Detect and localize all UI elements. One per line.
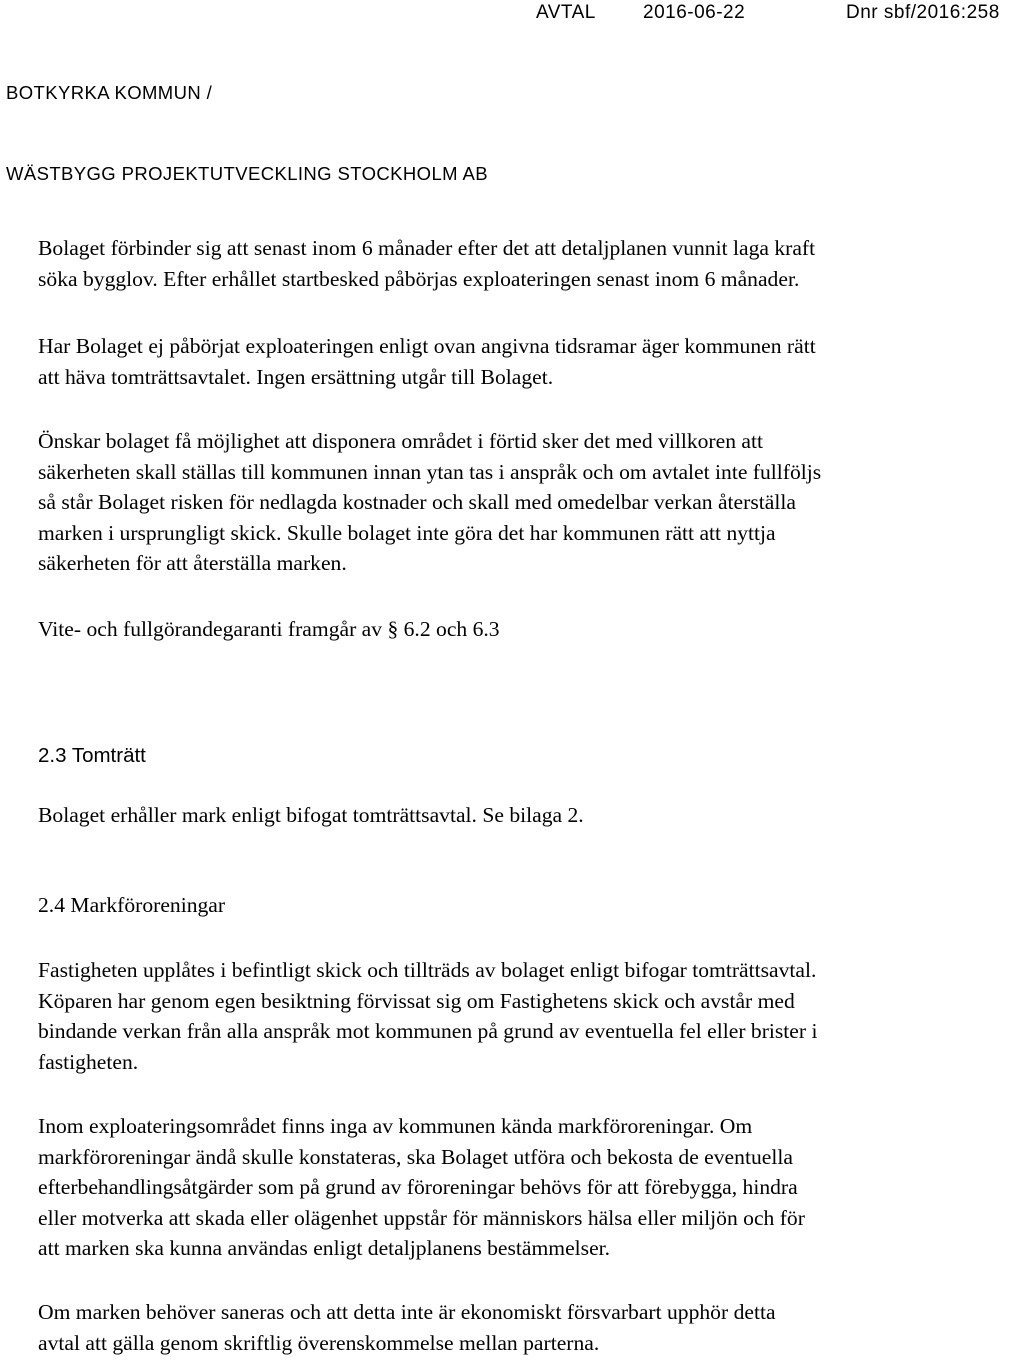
- document-date: 2016-06-22: [643, 2, 746, 23]
- paragraph-remediation: [38, 1297, 776, 1358]
- text-line: att marken ska kunna användas enligt detaljplanens bestämmelser.: [38, 1236, 611, 1261]
- text-line: Fastigheten upplåtes i befintligt skick och tillträds av bolaget enligt bifogar tomträttsavtal.: [38, 958, 817, 982]
- paragraph-early-access: [38, 426, 821, 579]
- text-line: Köparen har genom egen besiktning förvissat sig om Fastighetens skick och avstår med: [38, 988, 795, 1013]
- text-line: Bolaget förbinder sig att senast inom 6 månader efter det att detaljplanen vunnit laga kraft: [38, 236, 816, 260]
- text-line: Om marken behöver saneras och att detta inte är ekonomiskt försvarbart upphör detta: [38, 1300, 776, 1324]
- paragraph-property-condition: [38, 955, 817, 1077]
- text-line: avtal att gälla genom skriftlig överenskommelse mellan parterna.: [38, 1330, 600, 1355]
- party-company: WÄSTBYGG PROJEKTUTVECKLING STOCKHOLM AB: [6, 163, 488, 184]
- section-heading-tomtratt: 2.3 Tomträtt: [38, 744, 146, 767]
- text-line: så står Bolaget risken för nedlagda kostnader och skall med omedelbar verkan återställa: [38, 490, 796, 515]
- paragraph-building-permit: [38, 233, 815, 294]
- paragraph-contamination: [38, 1111, 805, 1264]
- text-line: eller motverka att skada eller olägenhet uppstår för människors hälsa eller miljön och för: [38, 1205, 805, 1230]
- party-municipality: BOTKYRKA KOMMUN /: [6, 82, 213, 103]
- paragraph-termination: [38, 331, 816, 392]
- text-line: Vite- och fullgörandegaranti framgår av § 6.2 och 6.3: [38, 617, 500, 641]
- text-line: säkerheten för att återställa marken.: [38, 551, 347, 576]
- text-line: Bolaget erhåller mark enligt bifogat tomträttsavtal. Se bilaga 2.: [38, 803, 584, 827]
- paragraph-tomtratt: [38, 800, 584, 831]
- document-type: AVTAL: [536, 2, 596, 23]
- text-line: markföroreningar ändå skulle konstateras, ska Bolaget utföra och bekosta de eventuella: [38, 1144, 793, 1169]
- text-line: Har Bolaget ej påbörjat exploateringen enligt ovan angivna tidsramar äger kommunen rätt: [38, 334, 816, 358]
- text-line: marken i ursprungligt skick. Skulle bolaget inte göra det har kommunen rätt att nyttja: [38, 520, 776, 545]
- text-line: bindande verkan från alla anspråk mot kommunen på grund av eventuella fel eller brister i: [38, 1019, 818, 1044]
- text-line: att häva tomträttsavtalet. Ingen ersättning utgår till Bolaget.: [38, 364, 554, 389]
- reference-number: Dnr sbf/2016:258: [846, 2, 1000, 23]
- text-line: Inom exploateringsområdet finns inga av kommunen kända markföroreningar. Om: [38, 1114, 753, 1138]
- text-line: fastigheten.: [38, 1049, 139, 1074]
- paragraph-guarantee: [38, 614, 500, 645]
- text-line: efterbehandlingsåtgärder som på grund av föroreningar behövs för att förebygga, hindra: [38, 1175, 798, 1200]
- text-line: säkerheten skall ställas till kommunen innan ytan tas i anspråk och om avtalet inte fullföljs: [38, 459, 822, 484]
- text-line: söka bygglov. Efter erhållet startbesked påbörjas exploateringen senast inom 6 månader.: [38, 266, 800, 291]
- text-line: Önskar bolaget få möjlighet att disponera området i förtid sker det med villkoren att: [38, 429, 763, 453]
- section-heading-markfororeningar: 2.4 Markföroreningar: [38, 893, 226, 917]
